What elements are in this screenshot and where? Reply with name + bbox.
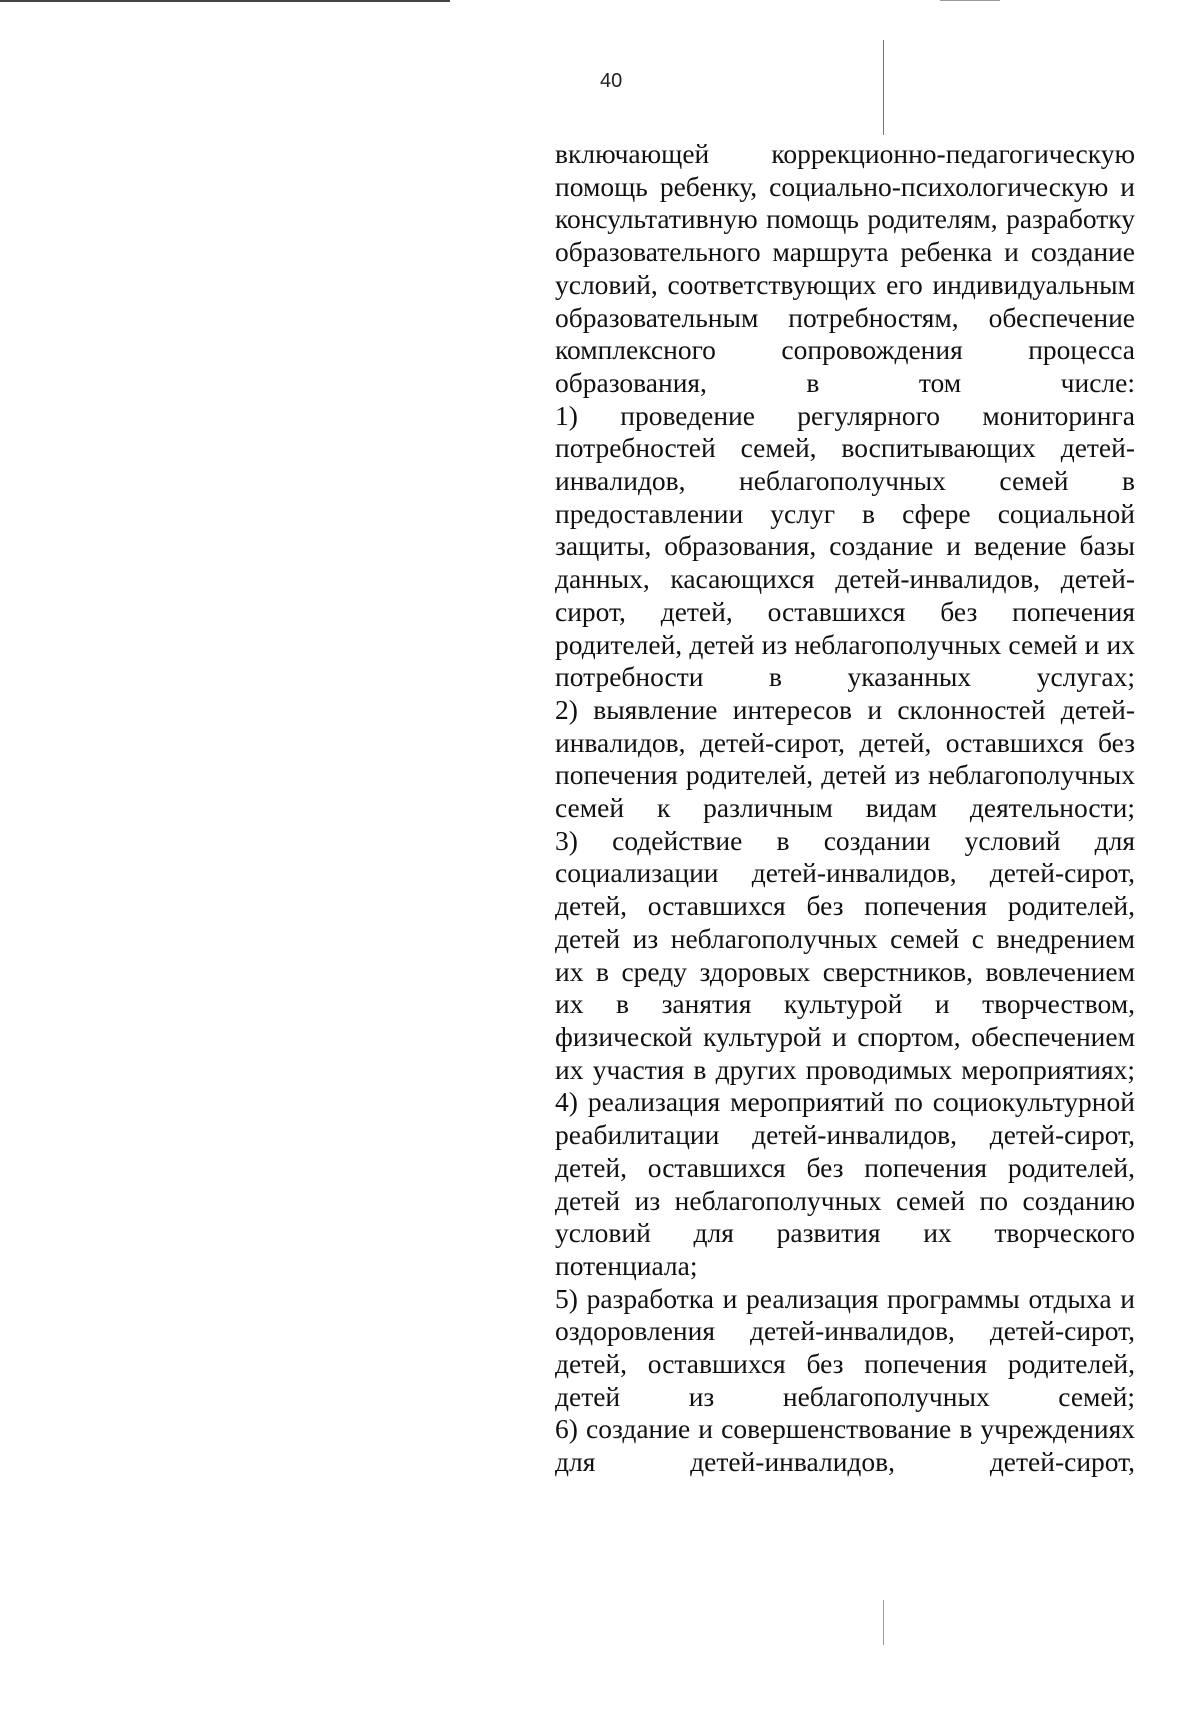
scan-fold-mark-bottom — [883, 1600, 884, 1645]
scan-edge-top — [0, 0, 450, 2]
text-column — [555, 138, 1135, 1479]
paragraph-item-4: 4) реализация мероприятий по социокультурной реабилитации детей-инвалидов, детей-сирот, детей, оставшихся без попечения родителей, детей из неблагополучных семей по созданию условий для развития их творческого потенциала; — [555, 1086, 1135, 1281]
scan-fold-mark-top — [883, 40, 884, 135]
paragraph-item-3: 3) содействие в создании условий для социализации детей-инвалидов, детей-сирот, детей, оставшихся без попечения родителей, детей из неблагополучных семей с внедрением их в среду здоровых сверстников, вовлечением их в занятия культурой и творчеством, физической культурой и спортом, обеспечением их участия в других проводимых мероприятиях; — [555, 824, 1135, 1085]
paragraph-item-5: 5) разработка и реализация программы отдыха и оздоровления детей-инвалидов, детей-сирот, детей, оставшихся без попечения родителей, детей из неблагополучных семей; — [555, 1282, 1135, 1412]
paragraph-intro: включающей коррекционно-педагогическую помощь ребенку, социально-психологическую и консультативную помощь родителям, разработку образовательного маршрута ребенка и создание условий, соответствующих его индивидуальным образовательным потребностям, обеспечение комплексного сопровождения процесса образования, в том числе: — [555, 138, 1135, 398]
paragraph-item-6: 6) создание и совершенствование в учреждениях для детей-инвалидов, детей-сирот, — [555, 1413, 1135, 1478]
paragraph-item-1: 1) проведение регулярного мониторинга потребностей семей, воспитывающих детей-инвалидов, неблагополучных семей в предоставлении услуг в сфере социальной защиты, образования, создание и ведение базы данных, касающихся детей-инвалидов, детей-сирот, детей, оставшихся без попечения родителей, детей из неблагополучных семей и их потребности в указанных услугах; — [555, 399, 1135, 693]
paragraph-item-2: 2) выявление интересов и склонностей детей-инвалидов, детей-сирот, детей, оставшихся без попечения родителей, детей из неблагополучных семей к различным видам деятельности; — [555, 693, 1135, 824]
scan-edge-top-right — [940, 0, 1000, 1]
page-number: 40 — [600, 70, 623, 92]
